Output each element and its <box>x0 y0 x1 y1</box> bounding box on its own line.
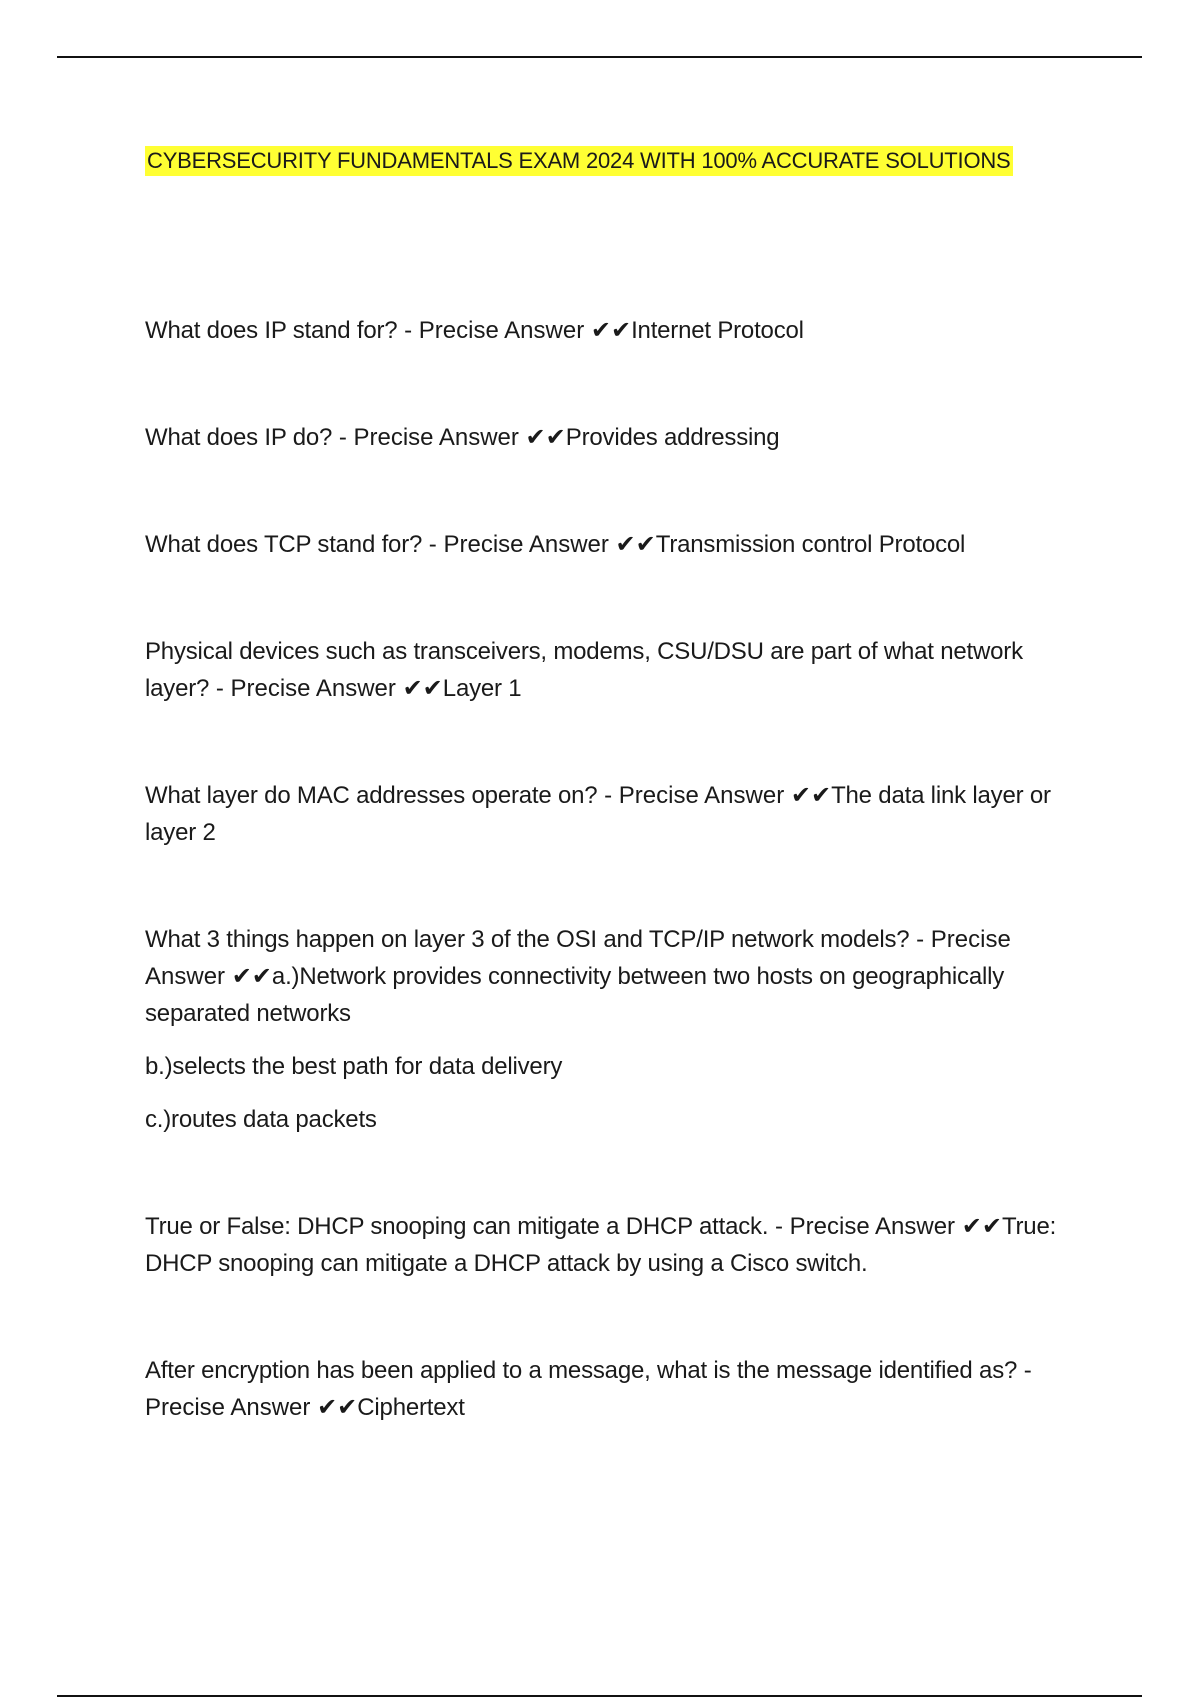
answer-prefix: - Precise Answer ✔✔ <box>332 424 566 451</box>
answer-prefix: - Precise Answer ✔✔ <box>597 782 832 809</box>
answer-text: a.)Network provides connectivity between two hosts on geographically separated networks <box>145 963 1005 1027</box>
answer-text: Ciphertext <box>357 1394 465 1421</box>
question-text: After encryption has been applied to a message, what is the message identified as? <box>145 1357 1018 1384</box>
qa-item-2 <box>145 419 1085 456</box>
answer-text: The data link layer or layer 2 <box>145 782 1051 846</box>
document-title: CYBERSECURITY FUNDAMENTALS EXAM 2024 WITH 100% ACCURATE SOLUTIONS <box>145 146 1013 176</box>
bottom-rule <box>57 1695 1142 1697</box>
answer-text: True: DHCP snooping can mitigate a DHCP attack by using a Cisco switch. <box>145 1213 1057 1277</box>
answer-prefix: - Precise Answer ✔✔ <box>209 675 443 702</box>
question-text: Physical devices such as transceivers, modems, CSU/DSU are part of what network layer? <box>145 638 1023 702</box>
answer-prefix: - Precise Answer ✔✔ <box>397 317 632 344</box>
qa-item-1 <box>145 312 1085 349</box>
qa-item-7 <box>145 1208 1085 1282</box>
qa-item-6 <box>145 921 1085 1032</box>
question-text: What does TCP stand for? <box>145 531 423 558</box>
qa-item-8 <box>145 1352 1085 1426</box>
answer-prefix: - Precise Answer ✔✔ <box>145 1357 1032 1421</box>
answer-text: Layer 1 <box>442 675 522 702</box>
qa-item-4 <box>145 633 1085 707</box>
answer-text: Transmission control Protocol <box>655 531 966 558</box>
question-text: What does IP stand for? <box>145 317 398 344</box>
answer-text: Provides addressing <box>565 424 780 451</box>
answer-prefix: - Precise Answer ✔✔ <box>145 926 1011 990</box>
answer-prefix: - Precise Answer ✔✔ <box>768 1213 1002 1240</box>
answer-extra-line-c: c.)routes data packets <box>145 1106 377 1133</box>
top-rule <box>57 56 1142 58</box>
question-text: True or False: DHCP snooping can mitigate a DHCP attack. <box>145 1213 769 1240</box>
answer-text: Internet Protocol <box>631 317 804 344</box>
answer-extra-line-b: b.)selects the best path for data delivery <box>145 1053 563 1080</box>
qa-item-3 <box>145 526 1085 563</box>
answer-prefix: - Precise Answer ✔✔ <box>422 531 656 558</box>
qa-item-5 <box>145 777 1085 851</box>
question-text: What 3 things happen on layer 3 of the OSI and TCP/IP network models? <box>145 926 910 953</box>
document-page <box>145 146 1085 1426</box>
question-text: What layer do MAC addresses operate on? <box>145 782 598 809</box>
question-text: What does IP do? <box>145 424 333 451</box>
